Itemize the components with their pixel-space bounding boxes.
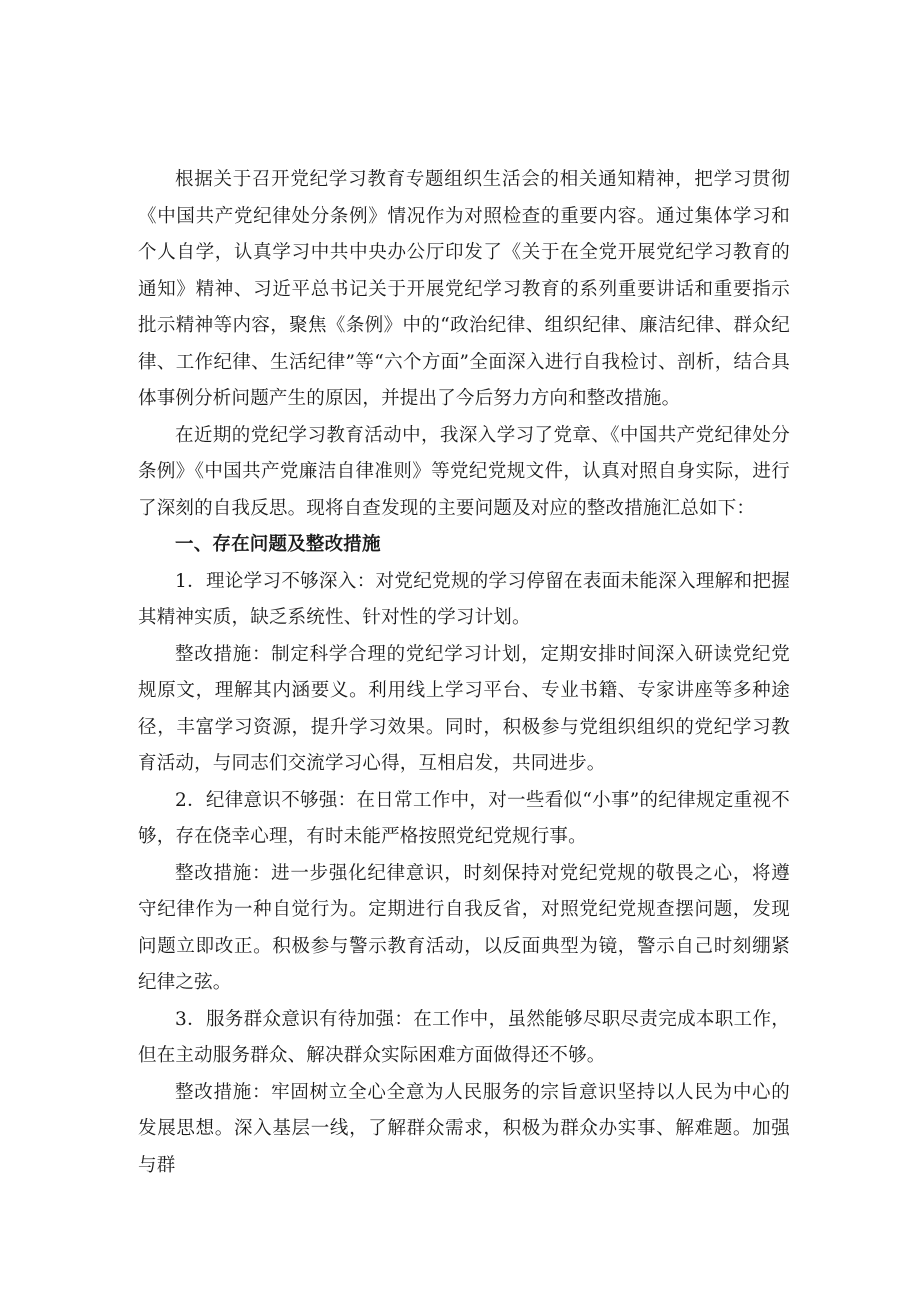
intro-paragraph-1: 根据关于召开党纪学习教育专题组织生活会的相关通知精神，把学习贯彻《中国共产党纪律处分条例》情况作为对照检查的重要内容。通过集体学习和个人自学，认真学习中共中央办公厅印发了《关于在全党开展党纪学习教育的通知》精神、习近平总书记关于开展党纪学习教育的系列重要讲话和重要指示批示精神等内容，聚焦《条例》中的“政治纪律、组织纪律、廉洁纪律、群众纪律、工作纪律、生活纪律”等“六个方面”全面深入进行自我检讨、剖析，结合具体事例分析问题产生的原因，并提出了今后努力方向和整改措施。 bbox=[138, 169, 790, 409]
section-heading: 一、存在问题及整改措施 bbox=[175, 534, 381, 555]
measure-3-paragraph: 整改措施：牢固树立全心全意为人民服务的宗旨意识坚持以人民为中心的发展思想。深入基层一线，了解群众需求，积极为群众办实事、解难题。加强与群 bbox=[138, 1081, 790, 1176]
problem-1-paragraph: 1．理论学习不够深入：对党纪党规的学习停留在表面未能深入理解和把握其精神实质，缺乏系统性、针对性的学习计划。 bbox=[138, 570, 790, 628]
problem-3-paragraph: 3．服务群众意识有待加强：在工作中，虽然能够尽职尽责完成本职工作，但在主动服务群众、解决群众实际困难方面做得还不够。 bbox=[138, 1008, 790, 1066]
measure-1-paragraph: 整改措施：制定科学合理的党纪学习计划，定期安排时间深入研读党纪党规原文，理解其内涵要义。利用线上学习平台、专业书籍、专家讲座等多种途径，丰富学习资源，提升学习效果。同时，积极参与党组织组织的党纪学习教育活动，与同志们交流学习心得，互相启发，共同进步。 bbox=[138, 643, 790, 774]
intro-paragraph-2: 在近期的党纪学习教育活动中，我深入学习了党章、《中国共产党纪律处分条例》《中国共产党廉洁自律准则》等党纪党规文件，认真对照自身实际，进行了深刻的自我反思。现将自查发现的主要问题及对应的整改措施汇总如下： bbox=[138, 424, 790, 519]
document-body bbox=[138, 162, 790, 1184]
measure-2-paragraph: 整改措施：进一步强化纪律意识，时刻保持对党纪党规的敬畏之心，将遵守纪律作为一种自觉行为。定期进行自我反省，对照党纪党规查摆问题，发现问题立即改正。积极参与警示教育活动，以反面典型为镜，警示自己时刻绷紧纪律之弦。 bbox=[138, 862, 790, 993]
problem-2-paragraph: 2．纪律意识不够强：在日常工作中，对一些看似“小事”的纪律规定重视不够，存在侥幸心理，有时未能严格按照党纪党规行事。 bbox=[138, 789, 790, 847]
